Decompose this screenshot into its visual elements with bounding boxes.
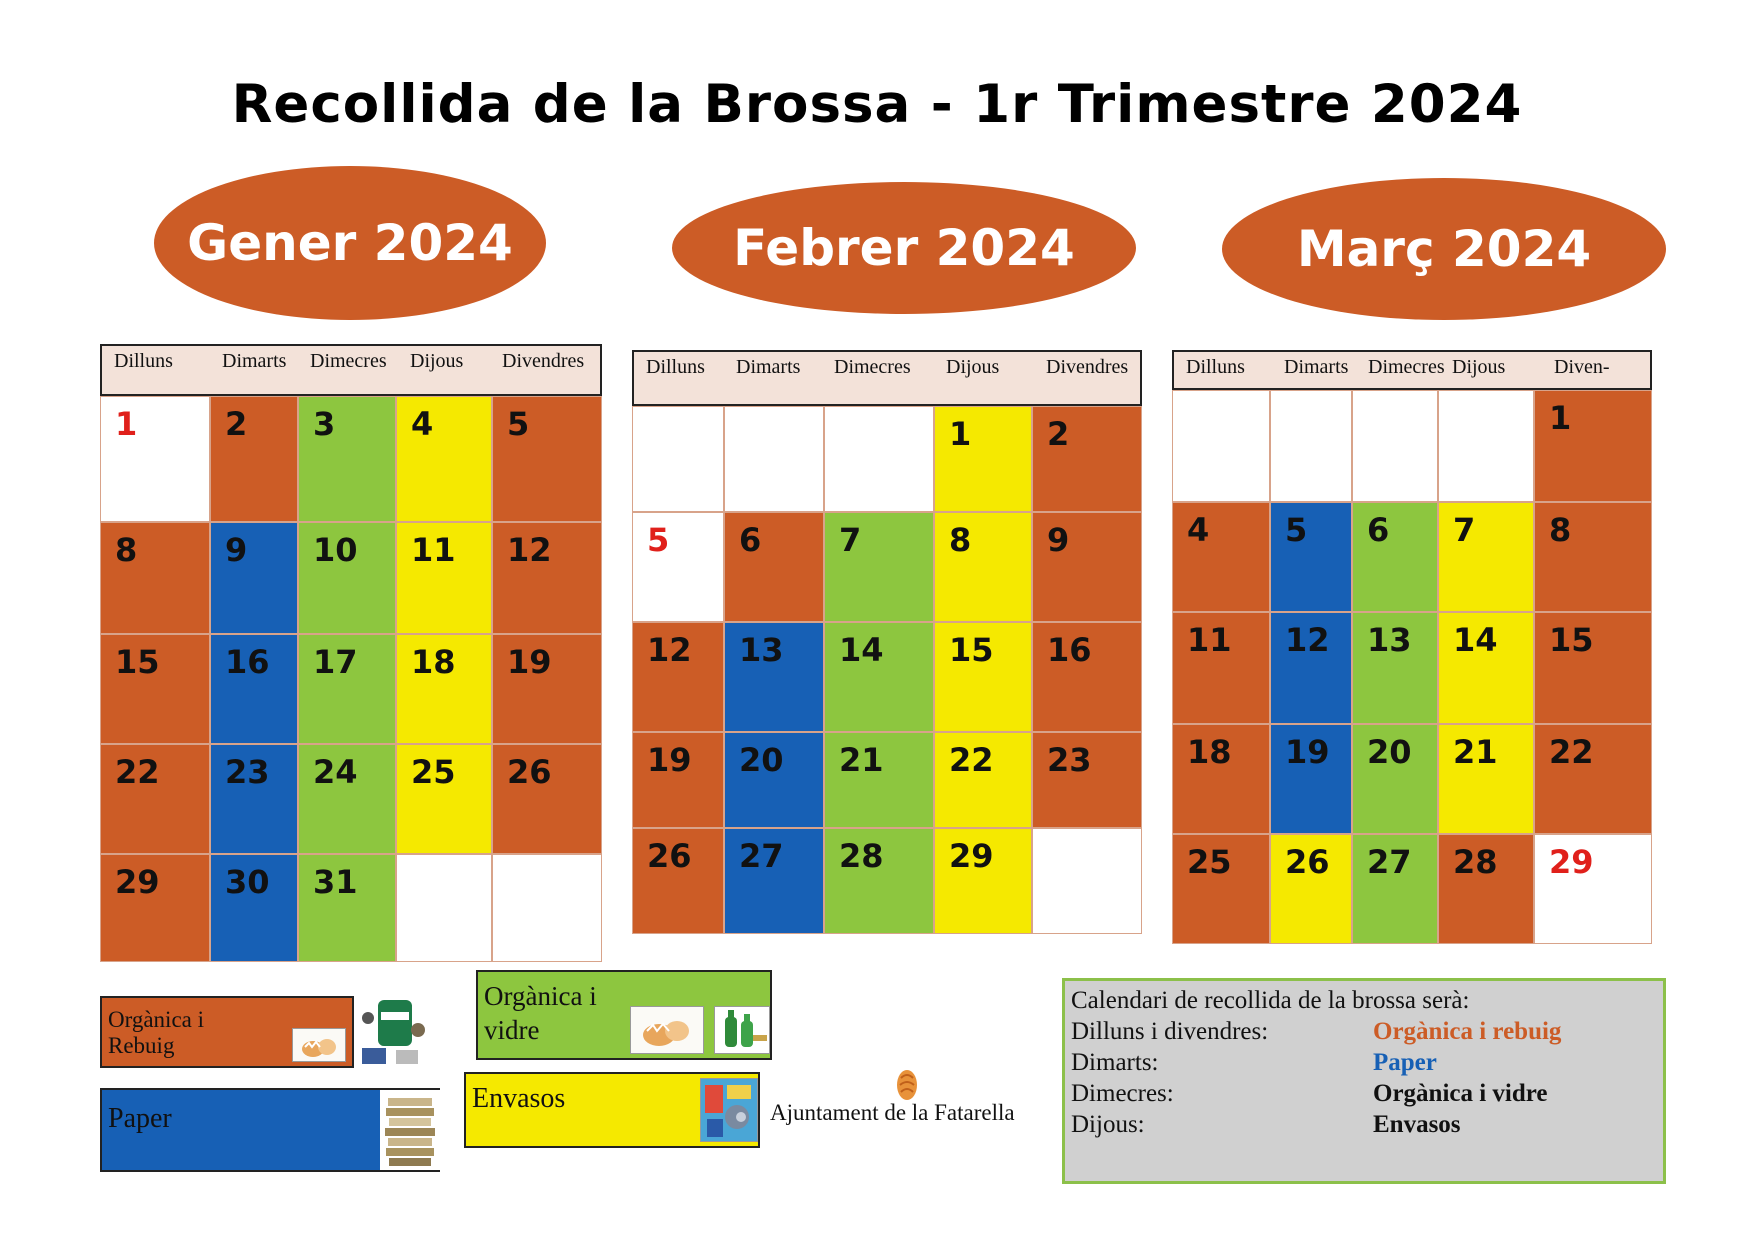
weekday-label: Dilluns — [1186, 356, 1245, 378]
paper-stack-icon — [380, 1090, 440, 1170]
day-number: 26 — [1285, 843, 1330, 881]
day-cell — [210, 854, 298, 962]
day-cell — [1438, 390, 1534, 502]
day-cell — [1172, 502, 1270, 612]
day-cell — [396, 634, 492, 744]
day-cell — [1438, 502, 1534, 612]
legend-envasos-label: Envasos — [472, 1083, 566, 1114]
month-title-label: Març 2024 — [1296, 220, 1592, 278]
day-number: 15 — [115, 643, 160, 681]
day-number: 28 — [839, 837, 884, 875]
day-number: 4 — [411, 405, 434, 443]
day-number: 1 — [115, 405, 138, 443]
day-cell — [1172, 834, 1270, 944]
day-cell — [1270, 502, 1352, 612]
day-cell — [724, 828, 824, 934]
day-number: 27 — [739, 837, 784, 875]
day-cell — [396, 854, 492, 962]
weekday-label: Dijous — [410, 350, 464, 372]
day-number: 1 — [1549, 399, 1572, 437]
day-cell — [396, 744, 492, 854]
day-cell — [1534, 724, 1652, 834]
info-day-thursday: Dijous: — [1071, 1111, 1145, 1138]
day-cell — [1032, 406, 1142, 512]
day-number: 31 — [313, 863, 358, 901]
day-cell — [1534, 834, 1652, 944]
day-number: 12 — [647, 631, 692, 669]
day-number: 8 — [1549, 511, 1572, 549]
day-cell — [298, 634, 396, 744]
day-number: 25 — [411, 753, 456, 791]
legend-paper — [100, 1088, 440, 1172]
info-box — [1062, 978, 1666, 1184]
day-cell — [1172, 724, 1270, 834]
day-number: 7 — [839, 521, 862, 559]
month-title-march — [1222, 178, 1666, 320]
day-number: 22 — [1549, 733, 1594, 771]
day-number: 18 — [411, 643, 456, 681]
calendar-january — [100, 344, 602, 962]
day-cell — [824, 512, 934, 622]
day-number: 4 — [1187, 511, 1210, 549]
day-number: 22 — [115, 753, 160, 791]
day-number: 29 — [949, 837, 994, 875]
day-cell — [1032, 828, 1142, 934]
day-cell — [1534, 390, 1652, 502]
calendar-march — [1172, 350, 1652, 944]
day-cell — [1534, 612, 1652, 724]
day-cell — [210, 744, 298, 854]
day-cell — [492, 744, 602, 854]
info-type-paper: Paper — [1373, 1049, 1437, 1076]
day-cell — [1172, 390, 1270, 502]
day-number: 1 — [949, 415, 972, 453]
day-number: 5 — [507, 405, 530, 443]
day-number: 5 — [647, 521, 670, 559]
day-cell — [1032, 512, 1142, 622]
day-cell — [632, 732, 724, 828]
day-cell — [1032, 622, 1142, 732]
legend-organica-vidre-label-2: vidre — [484, 1015, 540, 1045]
day-number: 6 — [739, 521, 762, 559]
day-number: 15 — [949, 631, 994, 669]
legend-organica-vidre-label-1: Orgànica i — [484, 981, 597, 1011]
day-cell — [934, 732, 1032, 828]
day-number: 26 — [647, 837, 692, 875]
day-cell — [632, 512, 724, 622]
day-cell — [396, 522, 492, 634]
weekday-label: Dimecres — [1368, 356, 1445, 378]
day-number: 19 — [507, 643, 552, 681]
month-title-january — [154, 166, 546, 320]
day-number: 11 — [1187, 621, 1232, 659]
day-number: 20 — [739, 741, 784, 779]
weekday-label: Diven- — [1554, 356, 1610, 378]
day-number: 14 — [839, 631, 884, 669]
day-cell — [934, 828, 1032, 934]
day-number: 12 — [1285, 621, 1330, 659]
day-number: 7 — [1453, 511, 1476, 549]
month-title-february — [672, 182, 1136, 314]
ajuntament-label: Ajuntament de la Fatarella — [770, 1100, 1015, 1125]
calendar-february — [632, 350, 1142, 934]
legend-organica-vidre — [476, 970, 772, 1060]
weekday-label: Divendres — [1046, 356, 1129, 378]
day-number: 9 — [225, 531, 248, 569]
weekday-header — [1172, 350, 1652, 390]
day-number: 20 — [1367, 733, 1412, 771]
day-cell — [1438, 834, 1534, 944]
glass-bottles-icon — [714, 1006, 770, 1054]
day-number: 21 — [839, 741, 884, 779]
day-cell — [1352, 612, 1438, 724]
weekday-label: Dijous — [1452, 356, 1506, 378]
day-number: 21 — [1453, 733, 1498, 771]
day-number: 25 — [1187, 843, 1232, 881]
day-cell — [492, 396, 602, 522]
page-title: Recollida de la Brossa - 1r Trimestre 2024 — [231, 74, 1523, 135]
day-cell — [934, 512, 1032, 622]
info-heading: Calendari de recollida de la brossa serà: — [1071, 987, 1470, 1014]
rebuig-bin-icon — [356, 996, 430, 1070]
info-day-monday-friday: Dilluns i divendres: — [1071, 1018, 1269, 1045]
weekday-label: Dimecres — [834, 356, 911, 378]
day-number: 19 — [1285, 733, 1330, 771]
day-number: 8 — [115, 531, 138, 569]
day-number: 2 — [225, 405, 248, 443]
day-cell — [724, 622, 824, 732]
day-cell — [492, 522, 602, 634]
day-cell — [632, 406, 724, 512]
day-cell — [724, 512, 824, 622]
day-number: 23 — [225, 753, 270, 791]
info-day-wednesday: Dimecres: — [1071, 1080, 1174, 1107]
day-cell — [1534, 502, 1652, 612]
day-number: 26 — [507, 753, 552, 791]
weekday-label: Dijous — [946, 356, 1000, 378]
day-cell — [824, 732, 934, 828]
day-number: 28 — [1453, 843, 1498, 881]
day-cell — [1352, 502, 1438, 612]
day-number: 5 — [1285, 511, 1308, 549]
day-cell — [824, 406, 934, 512]
day-number: 16 — [225, 643, 270, 681]
day-number: 2 — [1047, 415, 1070, 453]
day-cell — [1270, 390, 1352, 502]
day-cell — [1352, 834, 1438, 944]
day-cell — [1352, 724, 1438, 834]
day-number: 15 — [1549, 621, 1594, 659]
legend-envasos — [464, 1072, 760, 1148]
day-cell — [1172, 612, 1270, 724]
day-cell — [824, 622, 934, 732]
day-cell — [1438, 612, 1534, 724]
month-title-label: Gener 2024 — [187, 214, 513, 272]
day-number: 17 — [313, 643, 358, 681]
day-cell — [632, 622, 724, 732]
day-cell — [1352, 390, 1438, 502]
day-cell — [298, 854, 396, 962]
day-cell — [934, 622, 1032, 732]
day-number: 8 — [949, 521, 972, 559]
day-number: 24 — [313, 753, 358, 791]
info-day-tuesday: Dimarts: — [1071, 1049, 1159, 1076]
day-cell — [1270, 612, 1352, 724]
day-cell — [1438, 724, 1534, 834]
day-cell — [724, 732, 824, 828]
day-cell — [396, 396, 492, 522]
day-number: 11 — [411, 531, 456, 569]
day-number: 27 — [1367, 843, 1412, 881]
legend-organica-rebuig-label-1: Orgànica i — [108, 1007, 205, 1032]
info-type-envasos: Envasos — [1373, 1111, 1461, 1138]
day-number: 3 — [313, 405, 336, 443]
day-cell — [100, 634, 210, 744]
legend-paper-label: Paper — [108, 1103, 172, 1134]
day-cell — [100, 854, 210, 962]
day-number: 29 — [1549, 843, 1594, 881]
day-number: 18 — [1187, 733, 1232, 771]
weekday-label: Dilluns — [646, 356, 705, 378]
day-cell — [724, 406, 824, 512]
ajuntament-logo-icon — [896, 1068, 918, 1102]
day-number: 13 — [739, 631, 784, 669]
day-cell — [100, 522, 210, 634]
weekday-label: Dimecres — [310, 350, 387, 372]
day-number: 6 — [1367, 511, 1390, 549]
day-cell — [824, 828, 934, 934]
day-cell — [632, 828, 724, 934]
packaging-icon — [700, 1078, 758, 1142]
day-number: 30 — [225, 863, 270, 901]
day-cell — [210, 634, 298, 744]
legend-organica-rebuig — [100, 996, 354, 1068]
day-cell — [1032, 732, 1142, 828]
day-cell — [492, 854, 602, 962]
month-title-label: Febrer 2024 — [733, 219, 1075, 277]
info-type-organica-vidre: Orgànica i vidre — [1373, 1080, 1548, 1107]
day-cell — [210, 396, 298, 522]
day-number: 14 — [1453, 621, 1498, 659]
day-number: 12 — [507, 531, 552, 569]
weekday-label: Divendres — [502, 350, 585, 372]
weekday-label: Dilluns — [114, 350, 173, 372]
day-number: 13 — [1367, 621, 1412, 659]
weekday-header — [100, 344, 602, 396]
eggshell-icon — [630, 1006, 704, 1054]
day-cell — [298, 744, 396, 854]
info-type-organica-rebuig: Orgànica i rebuig — [1373, 1018, 1562, 1045]
legend-organica-rebuig-label-2: Rebuig — [108, 1033, 175, 1058]
day-cell — [492, 634, 602, 744]
day-number: 16 — [1047, 631, 1092, 669]
day-number: 22 — [949, 741, 994, 779]
day-number: 23 — [1047, 741, 1092, 779]
day-cell — [934, 406, 1032, 512]
weekday-header — [632, 350, 1142, 406]
day-number: 9 — [1047, 521, 1070, 559]
day-cell — [298, 522, 396, 634]
weekday-label: Dimarts — [1284, 356, 1349, 378]
eggshell-icon — [292, 1028, 346, 1062]
weekday-label: Dimarts — [736, 356, 801, 378]
day-number: 29 — [115, 863, 160, 901]
weekday-label: Dimarts — [222, 350, 287, 372]
day-cell — [1270, 724, 1352, 834]
day-number: 19 — [647, 741, 692, 779]
day-cell — [1270, 834, 1352, 944]
day-cell — [100, 396, 210, 522]
day-cell — [298, 396, 396, 522]
day-cell — [210, 522, 298, 634]
day-number: 10 — [313, 531, 358, 569]
day-cell — [100, 744, 210, 854]
